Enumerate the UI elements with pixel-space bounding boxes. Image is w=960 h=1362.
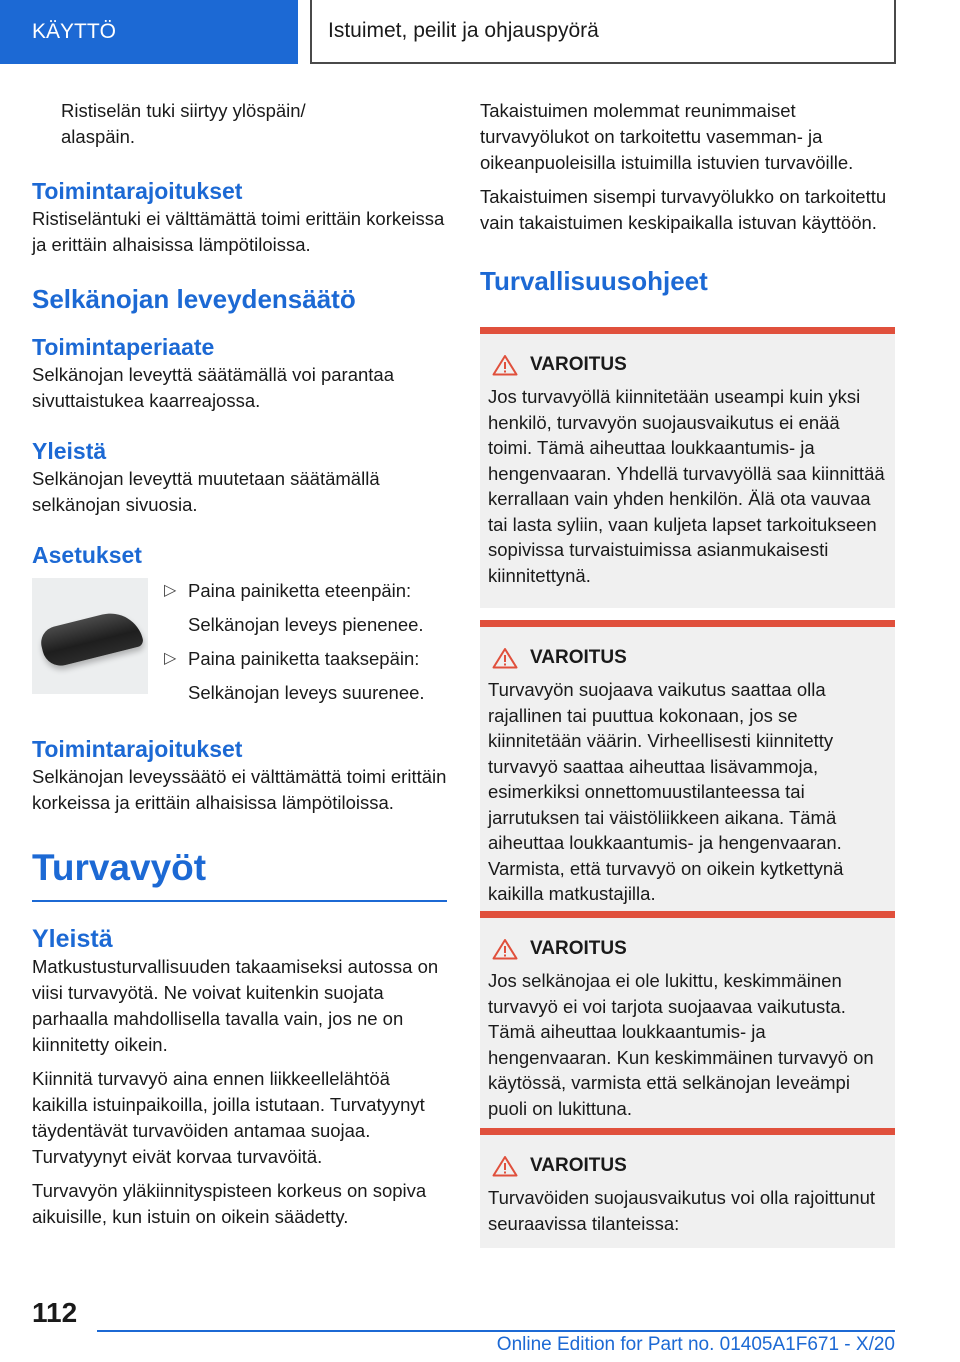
header-section-label: KÄYTTÖ	[32, 20, 117, 43]
footer-edition: Online Edition for Part no. 01405A1F671 - X/20	[496, 1334, 895, 1355]
heading-turvavyot: Turvavyöt	[32, 847, 207, 888]
warning-triangle-icon	[492, 1155, 518, 1177]
warning-text: Turvavöiden suojausvaikutus voi olla rajoittunut seuraavissa tilanteissa:	[488, 1187, 876, 1234]
settings-block	[32, 578, 447, 706]
warning-title	[488, 1155, 887, 1177]
seat-width-button-image	[32, 578, 148, 694]
warning-title	[488, 354, 887, 376]
page-number: 112	[32, 1297, 78, 1328]
text-yleista-2a: Matkustusturvallisuuden takaamiseksi autossa on viisi turvavyötä. Ne voivat kuitenkin suojata parhaalla mahdollisella tavalla vain, jos ne on kiinnitetty oikein.	[32, 956, 439, 1055]
warning-title-label: VAROITUS	[530, 647, 627, 668]
warning-title-label: VAROITUS	[530, 354, 627, 375]
bullet-action: Paina painiketta eteenpäin:	[188, 580, 412, 601]
heading-asetukset: Asetukset	[32, 542, 142, 568]
text-right-2: Takaistuimen sisempi turvavyölukko on tarkoitettu vain takaistuimen keskipaikalla istuvan käyttöön.	[480, 186, 887, 233]
text-yleista-2b: Kiinnitä turvavyö aina ennen liikkeellelähtöä kaikilla istuinpaikoilla, joilla istutaan. Turvatyynyt täydentävät turvavöiden antamaa suojaa. Turvatyynyt eivät korvaa turvavöitä.	[32, 1068, 425, 1167]
list-item	[164, 578, 425, 638]
header-chapter-label: Istuimet, peilit ja ohjauspyörä	[328, 19, 599, 42]
heading-periaate: Toimintaperiaate	[32, 334, 215, 360]
heading-rajoitukset-1: Toimintarajoitukset	[32, 178, 243, 204]
warning-box	[480, 1128, 895, 1248]
warning-triangle-icon	[492, 647, 518, 669]
warning-box	[480, 327, 895, 608]
bullet-result: Selkänojan leveys pienenee.	[188, 614, 424, 635]
heading-yleista-1: Yleistä	[32, 438, 107, 464]
right-column	[480, 98, 895, 298]
warning-triangle-icon	[492, 938, 518, 960]
heading-ohjeet: Turvallisuusohjeet	[480, 266, 708, 296]
bullet-result: Selkänojan leveys suurenee.	[188, 682, 425, 703]
warning-title-label: VAROITUS	[530, 1155, 627, 1176]
footer-rule	[97, 1330, 895, 1332]
header-section	[0, 0, 298, 64]
settings-list	[164, 578, 425, 706]
warning-box	[480, 620, 895, 927]
intro-text: Ristiselän tuki siirtyy ylöspäin/ alaspäin.	[61, 100, 306, 147]
warning-title	[488, 647, 887, 669]
heading-leveys: Selkänojan leveydensäätö	[32, 284, 356, 314]
triangle-right-icon: ▷	[164, 650, 177, 667]
list-item	[164, 646, 425, 706]
heading-rule	[32, 900, 447, 902]
text-right-1: Takaistuimen molemmat reunimmaiset turvavyölukot on tarkoitettu vasemman- ja oikeanpuoleisilla istuimilla istuvien turvavöille.	[480, 100, 854, 173]
warning-text: Turvavyön suojaava vaikutus saattaa olla rajallinen tai puuttua kokonaan, jos se kiinnitetään väärin. Virheellisesti kiinnitetty turvavyö saattaa aiheuttaa lisävammoja, esimerkiksi onnettomuustilanteessa tai jarrutuksen tai väistöliikkeen aikana. Tämä aiheuttaa loukkaantumis- ja hengenvaaran. Varmista, että turvavyö on oikein kytkettynä kaikilla matkustajilla.	[488, 679, 844, 904]
left-column	[32, 98, 447, 1230]
warning-title	[488, 938, 887, 960]
text-yleista-2c: Turvavyön yläkiinnityspisteen korkeus on sopiva aikuisille, kun istuin on oikein säädetty.	[32, 1180, 427, 1227]
warning-box	[480, 911, 895, 1141]
text-rajoitukset-1: Ristiseläntuki ei välttämättä toimi erittäin korkeissa ja erittäin alhaisissa lämpötiloissa.	[32, 208, 445, 255]
warning-text: Jos selkänojaa ei ole lukittu, keskimmäinen turvavyö ei voi tarjota suojaavaa vaikutusta. Tämä aiheuttaa loukkaantumis- ja hengenvaaran. Kun keskimmäinen turvavyö on käytössä, varmista että selkänojan leveämpi puoli on lukittuna.	[488, 970, 874, 1119]
text-rajoitukset-2: Selkänojan leveyssäätö ei välttämättä toimi erittäin korkeissa ja erittäin alhaisissa lämpötiloissa.	[32, 766, 447, 813]
warning-text: Jos turvavyöllä kiinnitetään useampi kuin yksi henkilö, turvavyön suojausvaikutus ei enää toimi. Tämä aiheuttaa loukkaantumis- ja hengenvaaran. Yhdellä turvavyöllä saa kiinnittää kerrallaan vain yhden henkilön. Älä ota vauvaa tai lasta syliin, vaan kuljeta lapset tarkoitukseen sopivissa turvaistuimissa asianmukaisesti kiinnitettynä.	[488, 386, 885, 586]
text-periaate: Selkänojan leveyttä säätämällä voi parantaa sivuttaistukea kaarreajossa.	[32, 364, 395, 411]
warning-title-label: VAROITUS	[530, 938, 627, 959]
seat-width-button-knob	[38, 606, 145, 669]
warning-triangle-icon	[492, 354, 518, 376]
triangle-right-icon: ▷	[164, 582, 177, 599]
bullet-action: Paina painiketta taaksepäin:	[188, 648, 420, 669]
text-yleista-1: Selkänojan leveyttä muutetaan säätämällä selkänojan sivuosia.	[32, 468, 380, 515]
header-chapter	[310, 0, 896, 64]
heading-rajoitukset-2: Toimintarajoitukset	[32, 736, 243, 762]
heading-yleista-2: Yleistä	[32, 925, 113, 953]
